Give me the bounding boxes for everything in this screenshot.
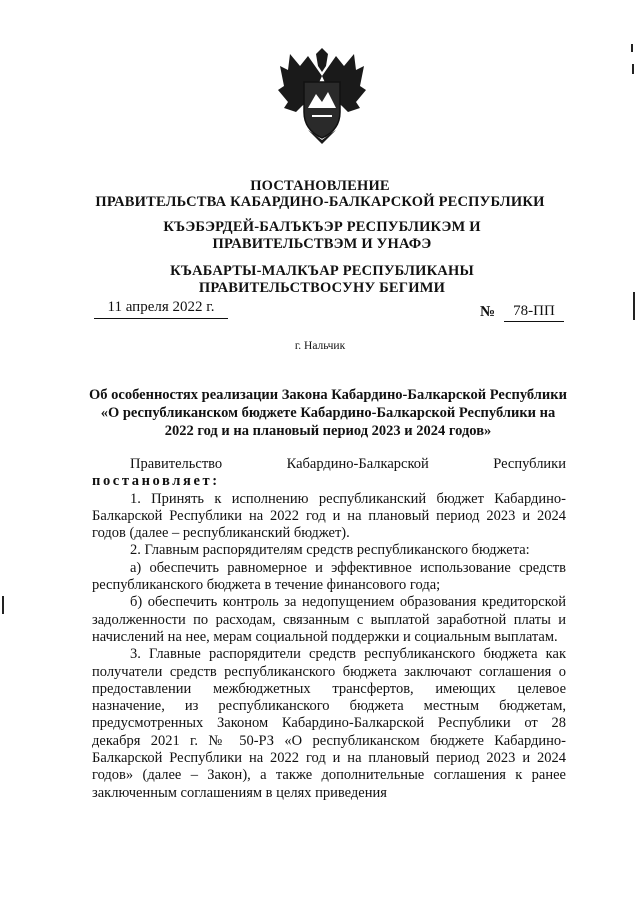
coat-of-arms-emblem [278, 46, 366, 146]
header-kabardian: КЪЭБЭРДЕЙ-БАЛЪКЪЭР РЕСПУБЛИКЭМ И ПРАВИТЕЛЬСТВЭМ И УНАФЭ [163, 219, 481, 252]
paragraph-1: 1. Принять к исполнению республиканский бюджет Кабардино-Балкарской Республики на 2022 год и на плановый период 2023 и 2024 годов (далее – республиканский бюджет). [92, 490, 566, 542]
scan-edge-mark [631, 44, 633, 52]
paragraph-3: 3. Главные распорядители средств республиканского бюджета как получатели средств республиканского бюджета заключают соглашения о предоставлении межбюджетных трансфертов, имеющих целевое назначение, из республиканского бюджета местным бюджетам, предусмотренных Законом Кабардино-Балкарской Республики от 28 декабря 2021 г. № 50-РЗ «О республиканском бюджете Кабардино-Балкарской Республики на 2022 год и на плановый период 2023 и 2024 годов» (далее – Закон), а также дополнительные соглашения к ранее заключенным соглашениям в целях приведения [92, 646, 566, 801]
paragraph-2b: б) обеспечить контроль за недопущением образования кредиторской задолженности по расходам, связанным с выплатой заработной платы и начислений на нее, мерам социальной поддержки и социальным выплатам. [92, 594, 566, 645]
document-title: Об особенностях реализации Закона Кабардино-Балкарской Республики «О республиканском бюджете Кабардино-Балкарской Республики на 2022 год и на плановый период 2023 и 2024 годов» [89, 387, 567, 439]
paragraph-2a: а) обеспечить равномерное и эффективное использование средств республиканского бюджета в течение финансового года; [92, 559, 566, 594]
scan-edge-mark [2, 596, 4, 614]
intro-word-3: Республики [493, 456, 566, 472]
header-balkar: КЪАБАРТЫ-МАЛКЪАР РЕСПУБЛИКАНЫ ПРАВИТЕЛЬСТВОСУНУ БЕГИМИ [170, 263, 474, 296]
intro-word-1: Правительство [130, 456, 223, 472]
scan-edge-mark [632, 64, 634, 74]
paragraph-2: 2. Главным распорядителям средств республиканского бюджета: [130, 542, 530, 559]
header-government: ПРАВИТЕЛЬСТВА КАБАРДИНО-БАЛКАРСКОЙ РЕСПУБЛИКИ [95, 194, 545, 210]
resolves-word: постановляет: [92, 473, 220, 490]
document-date: 11 апреля 2022 г. [94, 298, 228, 319]
number-label: № [480, 304, 496, 320]
city: г. Нальчик [294, 340, 346, 352]
document-body [92, 456, 566, 802]
document-number: 78-ПП [504, 302, 564, 322]
intro-word-2: Кабардино-Балкарской [286, 456, 429, 472]
header-title: ПОСТАНОВЛЕНИЕ [250, 178, 390, 194]
scan-edge-mark [633, 292, 635, 320]
intro-line [92, 456, 566, 473]
